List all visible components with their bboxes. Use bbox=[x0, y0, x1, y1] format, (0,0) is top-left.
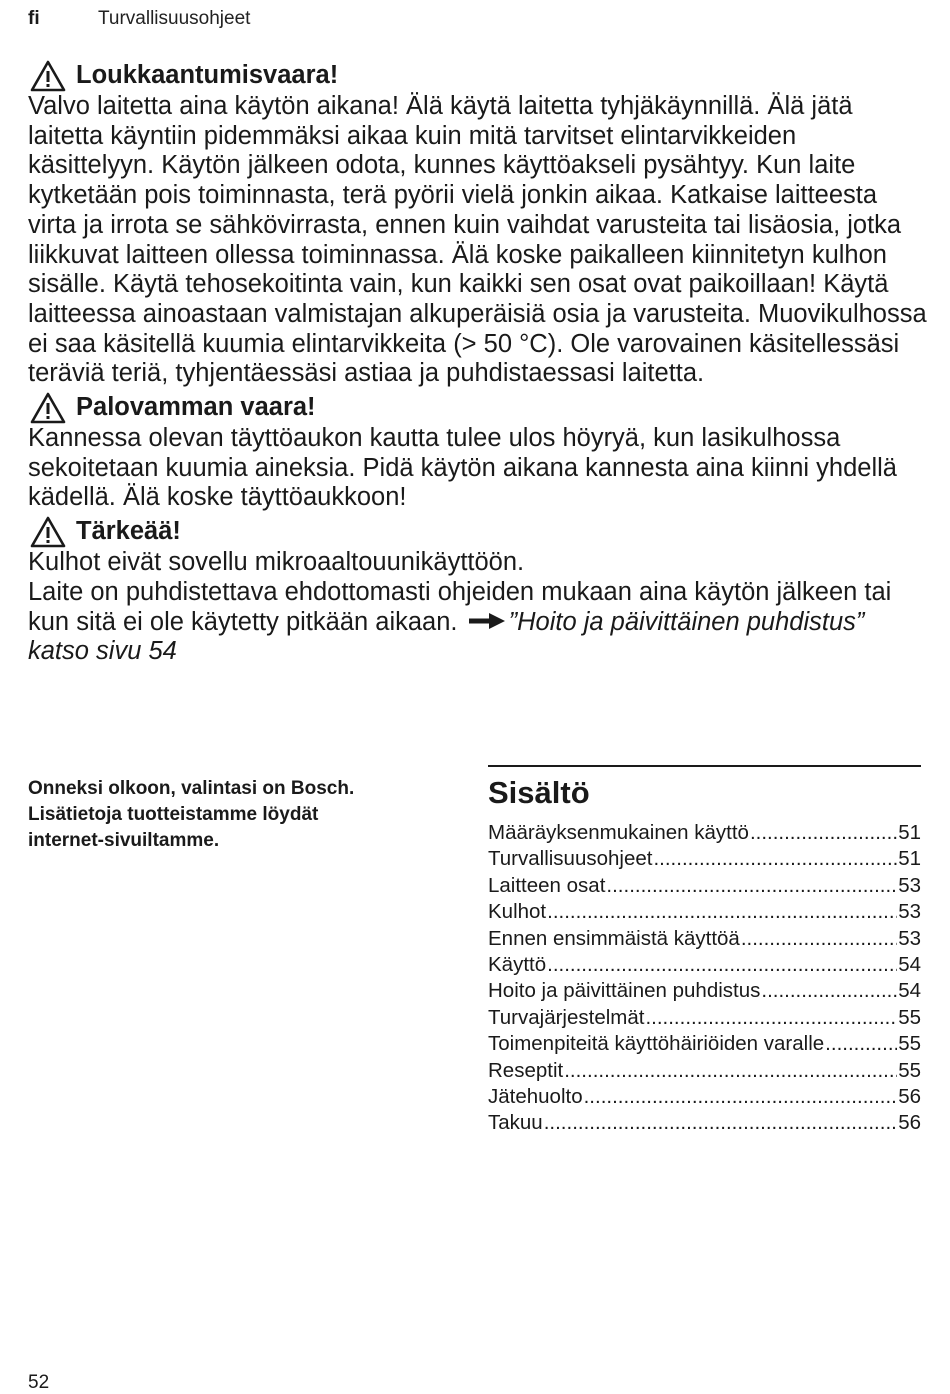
toc-leader-dots bbox=[750, 820, 897, 846]
toc-leader-dots bbox=[584, 1084, 898, 1110]
toc-item[interactable] bbox=[488, 846, 921, 872]
toc-leader-dots bbox=[645, 1005, 897, 1031]
toc-item-page: 51 bbox=[898, 821, 921, 844]
injury-warning-title: Loukkaantumisvaara! bbox=[76, 61, 339, 90]
bosch-greeting bbox=[28, 776, 448, 854]
toc-item[interactable] bbox=[488, 1058, 921, 1084]
table-of-contents bbox=[488, 765, 921, 1137]
warning-triangle-icon bbox=[30, 516, 66, 548]
toc-leader-dots bbox=[544, 1110, 897, 1136]
toc-item-label: Käyttö bbox=[488, 952, 547, 976]
toc-title: Sisältö bbox=[488, 775, 590, 810]
important-warning-heading bbox=[28, 516, 928, 548]
toc-item-page: 54 bbox=[898, 952, 921, 976]
warning-triangle-icon bbox=[30, 392, 66, 424]
arrow-right-icon bbox=[469, 613, 505, 629]
cleaning-instruction-text: Laite on puhdistettava ehdottomasti ohjeiden mukaan aina käytön jälkeen tai kun sitä ei ole käytetty pitkään aikaan. bbox=[28, 577, 892, 636]
toc-item-page: 56 bbox=[898, 1084, 921, 1108]
important-warning-title: Tärkeää! bbox=[76, 517, 181, 546]
injury-warning-text: Valvo laitetta aina käytön aikana! Älä käytä laitetta tyhjäkäynnillä. Älä jätä laitetta käyntiin pidemmäksi aikaa kuin mitä tarvitset elintarvikkeiden käsittelyyn. Käytön jälkeen odota, kunnes käyttöakseli pysähtyy. Kun laite kytketään pois toiminnasta, terä pyörii vielä jonkin aikaa. Katkaise laitteesta virta ja irrota se sähkövirrasta, ennen kuin vaihdat varusteita tai lisäosia, jotka liikkuvat laitteen ollessa toiminnassa. Älä koske paikalleen kiinnitetyn kulhon sisälle. Käytä tehosekoitinta vain, kun kaikki sen osat ovat paikoillaan! Käytä laitteessa ainoastaan valmistajan alkuperäisiä osia ja varusteita. Muovikulhossa ei saa käsitellä kuumia elintarvikkeita (> 50 °C). Ole varovainen käsitellessäsi teräviä teriä, tyhjentäessäsi astiaa ja puhdistaessasi laitetta. bbox=[28, 92, 927, 388]
greeting-line: Lisätietoja tuotteistamme löydät bbox=[28, 804, 319, 825]
cross-reference-link[interactable]: ”Hoito ja päivittäinen puhdistus” katso sivu 54 bbox=[28, 607, 865, 666]
toc-item[interactable] bbox=[488, 952, 921, 978]
toc-item-label: Ennen ensimmäistä käyttöä bbox=[488, 926, 740, 950]
toc-item-page: 55 bbox=[898, 1005, 921, 1029]
toc-list bbox=[488, 820, 921, 1137]
toc-item-page: 51 bbox=[898, 847, 921, 871]
toc-leader-dots bbox=[606, 873, 897, 899]
safety-instructions bbox=[28, 60, 928, 667]
toc-item-label: Laitteen osat bbox=[488, 873, 606, 897]
toc-item-label: Takuu bbox=[488, 1111, 543, 1135]
toc-item[interactable] bbox=[488, 926, 921, 952]
language-code: fi bbox=[28, 8, 40, 29]
toc-item-page: 53 bbox=[898, 873, 921, 897]
greeting-line: Onneksi olkoon, valintasi on Bosch. bbox=[28, 778, 355, 799]
toc-item-label: Jätehuolto bbox=[488, 1084, 583, 1108]
toc-item[interactable] bbox=[488, 873, 921, 899]
toc-item-label: Reseptit bbox=[488, 1058, 564, 1082]
important-warning-line2 bbox=[28, 578, 928, 667]
toc-item[interactable] bbox=[488, 1005, 921, 1031]
page-number: 52 bbox=[28, 1372, 50, 1393]
toc-item[interactable] bbox=[488, 820, 921, 846]
important-warning-line1: Kulhot eivät sovellu mikroaaltouunikäyttöön. bbox=[28, 548, 525, 577]
page-header bbox=[28, 6, 922, 32]
toc-item-label: Turvajärjestelmät bbox=[488, 1005, 645, 1029]
toc-item-page: 55 bbox=[898, 1032, 921, 1056]
toc-item[interactable] bbox=[488, 1084, 921, 1110]
toc-item-label: Toimenpiteitä käyttöhäiriöiden varalle bbox=[488, 1032, 825, 1056]
burn-warning-heading bbox=[28, 392, 928, 424]
toc-item[interactable] bbox=[488, 1110, 921, 1136]
burn-warning-title: Palovamman vaara! bbox=[76, 393, 316, 422]
injury-warning-heading bbox=[28, 60, 928, 92]
toc-divider bbox=[488, 765, 921, 767]
toc-leader-dots bbox=[653, 846, 897, 872]
toc-item[interactable] bbox=[488, 899, 921, 925]
toc-leader-dots bbox=[741, 926, 897, 952]
toc-item-page: 56 bbox=[898, 1111, 921, 1135]
toc-leader-dots bbox=[825, 1031, 897, 1057]
toc-item-label: Hoito ja päivittäinen puhdistus bbox=[488, 979, 761, 1003]
toc-leader-dots bbox=[547, 952, 897, 978]
toc-item-label: Määräyksenmukainen käyttö bbox=[488, 821, 749, 844]
toc-item-label: Turvallisuusohjeet bbox=[488, 847, 653, 871]
burn-warning-text: Kannessa olevan täyttöaukon kautta tulee ulos höyryä, kun lasikulhossa sekoitetaan kuumia aineksia. Pidä käytön aikana kannesta aina kiinni yhdellä kädellä. Älä koske täyttöaukkoon! bbox=[28, 424, 897, 512]
toc-item[interactable] bbox=[488, 1031, 921, 1057]
section-title: Turvallisuusohjeet bbox=[98, 8, 251, 29]
toc-leader-dots bbox=[547, 899, 897, 925]
toc-leader-dots bbox=[564, 1058, 897, 1084]
toc-item-page: 53 bbox=[898, 900, 921, 924]
warning-triangle-icon bbox=[30, 60, 66, 92]
toc-item-page: 55 bbox=[898, 1058, 921, 1082]
toc-item[interactable] bbox=[488, 978, 921, 1004]
toc-item-page: 53 bbox=[898, 926, 921, 950]
greeting-line: internet-sivuiltamme. bbox=[28, 830, 220, 851]
toc-item-label: Kulhot bbox=[488, 900, 547, 924]
toc-item-page: 54 bbox=[898, 979, 921, 1003]
toc-leader-dots bbox=[761, 978, 897, 1004]
